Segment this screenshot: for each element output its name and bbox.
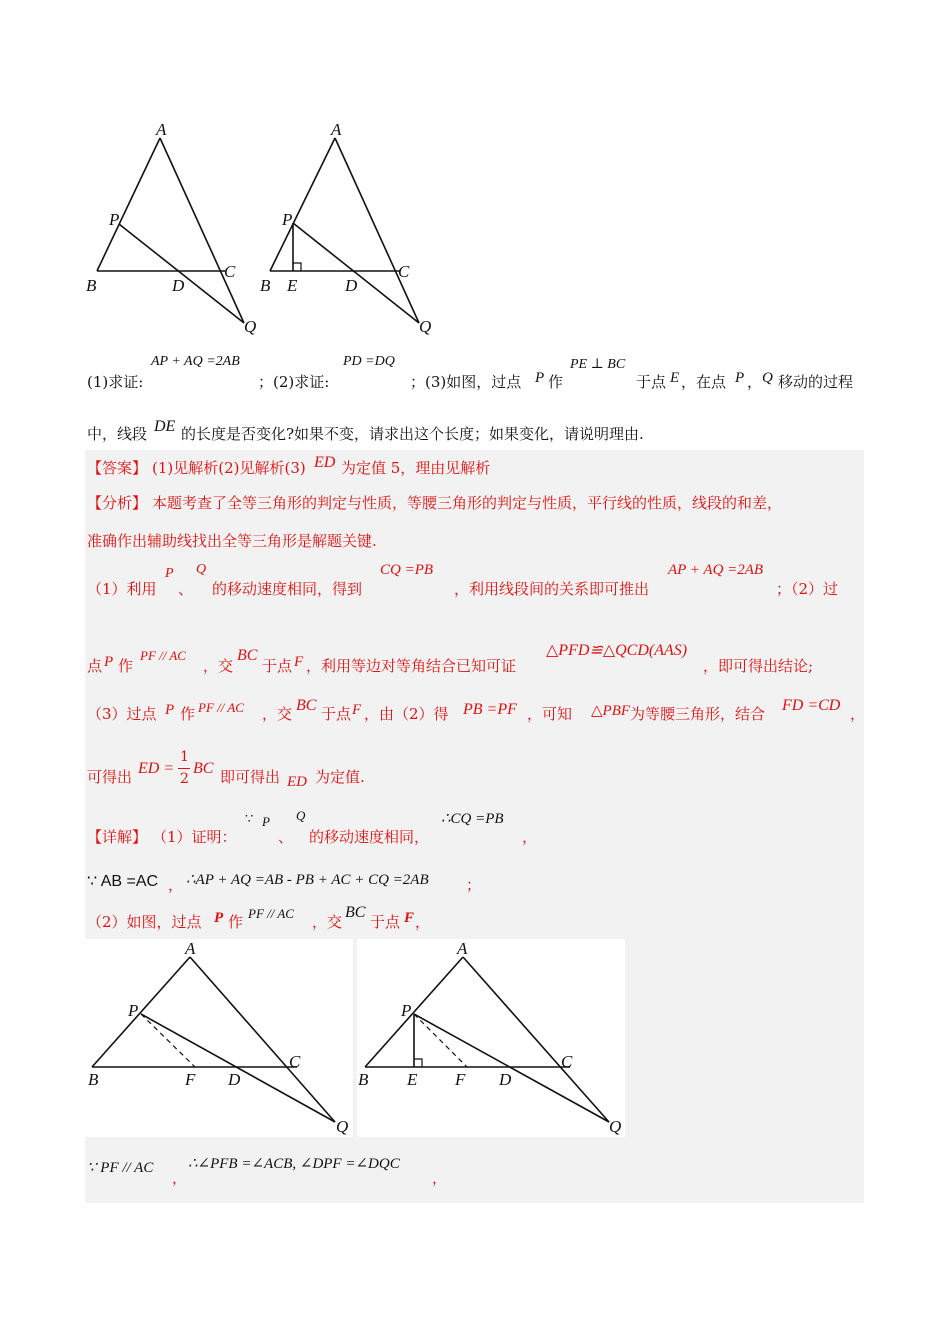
label-d: D <box>172 276 185 295</box>
answer-text-b: 为定值 5，理由见解析 <box>341 459 491 477</box>
analysis-p4-ed-eq: ED = <box>138 760 175 777</box>
part2-prefix: ；(2)求证: <box>258 373 330 391</box>
detail-l2-formula: ∴AP + AQ =AB - PB + AC + CQ =2AB <box>186 872 429 888</box>
analysis-p4-bc: BC <box>193 760 214 777</box>
label-c: C <box>289 1052 301 1071</box>
figure-4-triangle <box>357 939 625 1137</box>
label-p: P <box>128 1001 139 1020</box>
detail-l4-b: ， <box>432 1169 448 1187</box>
label-p: P <box>401 1001 412 1020</box>
side-aq <box>463 957 609 1122</box>
analysis-p2-f: F <box>294 654 304 670</box>
analysis-p2-bc: BC <box>237 647 258 664</box>
right-angle-mark <box>293 263 301 271</box>
segment-pq <box>141 1014 335 1122</box>
detail-l2-b: ； <box>466 876 482 894</box>
analysis-p2-a: 点 <box>87 657 103 675</box>
analysis-p4-c: 为定值. <box>315 768 365 786</box>
analysis-p3-a: （3）过点 <box>87 705 157 723</box>
label-c: C <box>561 1052 573 1071</box>
label-d: D <box>499 1070 512 1089</box>
side-aq <box>335 138 419 323</box>
analysis-p2-e: ，利用等边对等角结合已知可证 <box>306 657 517 675</box>
answer-ed: ED <box>314 454 336 471</box>
analysis-p4-b: 即可得出 <box>220 768 281 786</box>
analysis-p2-formula1: PF // AC <box>140 648 186 663</box>
analysis-p3-formula1: PF // AC <box>198 700 244 715</box>
analysis-p3-c: ，交 <box>262 705 293 723</box>
analysis-p1-dun: 、 <box>178 580 194 598</box>
analysis-p3-f-text: ，可知 <box>527 705 573 723</box>
analysis-p3-p: P <box>165 702 175 718</box>
label-q: Q <box>609 1117 622 1136</box>
part3-prefix: ；(3)如图，过点 <box>410 373 522 391</box>
analysis-p3-d: 于点 <box>321 705 352 723</box>
analysis-p2-g: ，即可得出结论; <box>703 657 814 675</box>
analysis-line2: 准确作出辅助线找出全等三角形是解题关键. <box>87 532 377 550</box>
segment-de: DE <box>154 418 176 435</box>
figure-4-box <box>357 939 625 1137</box>
point-e: E <box>670 370 680 386</box>
figure-2-triangle <box>255 115 445 340</box>
label-q: Q <box>419 317 432 336</box>
label-b: B <box>88 1070 99 1089</box>
label-b: B <box>358 1070 369 1089</box>
label-a: A <box>156 120 167 139</box>
problem-line2-a: 中，线段 <box>87 425 148 443</box>
point-p-2: P <box>735 370 745 386</box>
detail-l2-a: ， <box>168 876 184 894</box>
detail-l1-c: ， <box>522 828 538 846</box>
analysis-p2-c: ，交 <box>203 657 234 675</box>
label-e: E <box>287 276 298 295</box>
side-aq <box>190 957 335 1122</box>
analysis-p1-a: （1）利用 <box>87 580 157 598</box>
word-zuo: 作 <box>548 373 564 391</box>
detail-l1-dun: 、 <box>278 828 294 846</box>
point-p: P <box>535 370 545 386</box>
detail-l3-p: P <box>214 910 224 926</box>
detail-l1-p: P <box>262 814 270 829</box>
answer-tag: 【答案】 <box>87 459 148 477</box>
analysis-p3-g: 为等腰三角形，结合 <box>630 705 766 723</box>
analysis-p4-a: 可得出 <box>87 768 133 786</box>
detail-l3-formula1: PF // AC <box>248 906 294 921</box>
analysis-p3-f: F <box>352 702 362 718</box>
word-zaidian: ，在点 <box>681 373 727 391</box>
analysis-p2-b: 作 <box>118 657 134 675</box>
analysis-p3-formula4: FD =CD <box>782 697 841 714</box>
label-p: P <box>282 210 293 229</box>
fraction-bar <box>178 768 190 769</box>
side-ab <box>97 138 160 271</box>
label-c: C <box>398 262 410 281</box>
label-b: B <box>86 276 97 295</box>
analysis-p3-bc: BC <box>296 697 317 714</box>
label-d: D <box>228 1070 241 1089</box>
problem-line2-b: 的长度是否变化?如果不变，请求出这个长度；如果变化，请说明理由. <box>181 425 644 443</box>
analysis-p1-d: ；（2）过 <box>776 580 839 598</box>
analysis-p3-formula3: △PBF <box>591 703 631 719</box>
analysis-p2-d: 于点 <box>262 657 293 675</box>
label-f: F <box>455 1070 466 1089</box>
word-yudian: 于点 <box>636 373 667 391</box>
segment-pf-dashed <box>141 1014 195 1067</box>
side-ab <box>92 957 190 1067</box>
detail-l3-c: ，交 <box>312 913 343 931</box>
formula-pd-dq: PD =DQ <box>343 354 395 369</box>
analysis-p3-b: 作 <box>180 705 196 723</box>
fraction-denominator: 2 <box>180 771 189 787</box>
fraction-numerator: 1 <box>180 749 189 765</box>
detail-tag: 【详解】 <box>87 828 148 846</box>
analysis-line1: 本题考查了全等三角形的判定与性质，等腰三角形的判定与性质，平行线的性质，线段的和差， <box>152 494 783 512</box>
problem-line1-tail: 移动的过程 <box>778 373 854 391</box>
analysis-p1-p: P <box>165 566 174 581</box>
detail-l1-q: Q <box>296 808 306 823</box>
detail-l3-a: （2）如图，过点 <box>87 913 202 931</box>
detail-l3-e: ， <box>415 913 431 931</box>
formula-ap-aq: AP + AQ =2AB <box>151 354 240 369</box>
analysis-tag: 【分析】 <box>87 494 148 512</box>
detail-l4-formula2: ∴∠PFB =∠ACB, ∠DPF =∠DQC <box>188 1156 400 1172</box>
label-b: B <box>260 276 271 295</box>
detail-l3-b: 作 <box>228 913 244 931</box>
analysis-p1-formula2: AP + AQ =2AB <box>668 562 764 578</box>
label-a: A <box>457 939 468 958</box>
label-q: Q <box>336 1117 349 1136</box>
detail-l1-b: 的移动速度相同， <box>309 828 430 846</box>
detail-l3-d: 于点 <box>370 913 401 931</box>
label-f: F <box>185 1070 196 1089</box>
detail-l3-bc: BC <box>345 904 366 921</box>
comma: ， <box>747 373 763 391</box>
analysis-p1-formula1: CQ =PB <box>380 562 434 578</box>
analysis-p3-formula2: PB =PF <box>463 701 517 718</box>
detail-l2-because: ∵ AB =AC <box>87 873 159 890</box>
detail-l1-formula: ∴CQ =PB <box>441 811 504 827</box>
analysis-p2-formula2: △PFD≌△QCD(AAS) <box>546 642 688 659</box>
answer-text-a: (1)见解析(2)见解析(3) <box>152 459 306 477</box>
figure-3-triangle <box>85 939 353 1137</box>
analysis-p1-c: ，利用线段间的关系即可推出 <box>454 580 650 598</box>
detail-l4-formula1: ∵ PF // AC <box>87 1160 154 1176</box>
point-q: Q <box>762 370 773 386</box>
detail-l3-f: F <box>404 910 415 926</box>
label-a: A <box>331 120 342 139</box>
segment-pq <box>414 1014 609 1122</box>
label-d: D <box>345 276 358 295</box>
analysis-p3-e: ，由（2）得 <box>364 705 449 723</box>
formula-pe-perp-bc: PE ⊥ BC <box>570 357 626 372</box>
label-e: E <box>407 1070 418 1089</box>
detail-l1-a: （1）证明： <box>152 828 237 846</box>
figure-3-box <box>85 939 353 1137</box>
side-ab <box>270 138 335 271</box>
figure-1-triangle <box>80 115 270 340</box>
label-q: Q <box>244 317 257 336</box>
label-c: C <box>224 262 236 281</box>
label-a: A <box>185 939 196 958</box>
right-angle-mark <box>414 1059 422 1067</box>
detail-l4-a: ， <box>172 1169 188 1187</box>
label-p: P <box>109 210 120 229</box>
analysis-p3-h: ， <box>850 705 866 723</box>
analysis-p1-b: 的移动速度相同，得到 <box>212 580 363 598</box>
detail-l1-because: ∵ <box>245 812 254 827</box>
side-aq <box>160 138 244 323</box>
analysis-p4-ed: ED <box>287 774 307 790</box>
part1-prefix: (1)求证: <box>87 373 144 391</box>
analysis-p1-q: Q <box>196 562 207 577</box>
analysis-p2-p: P <box>104 654 114 670</box>
